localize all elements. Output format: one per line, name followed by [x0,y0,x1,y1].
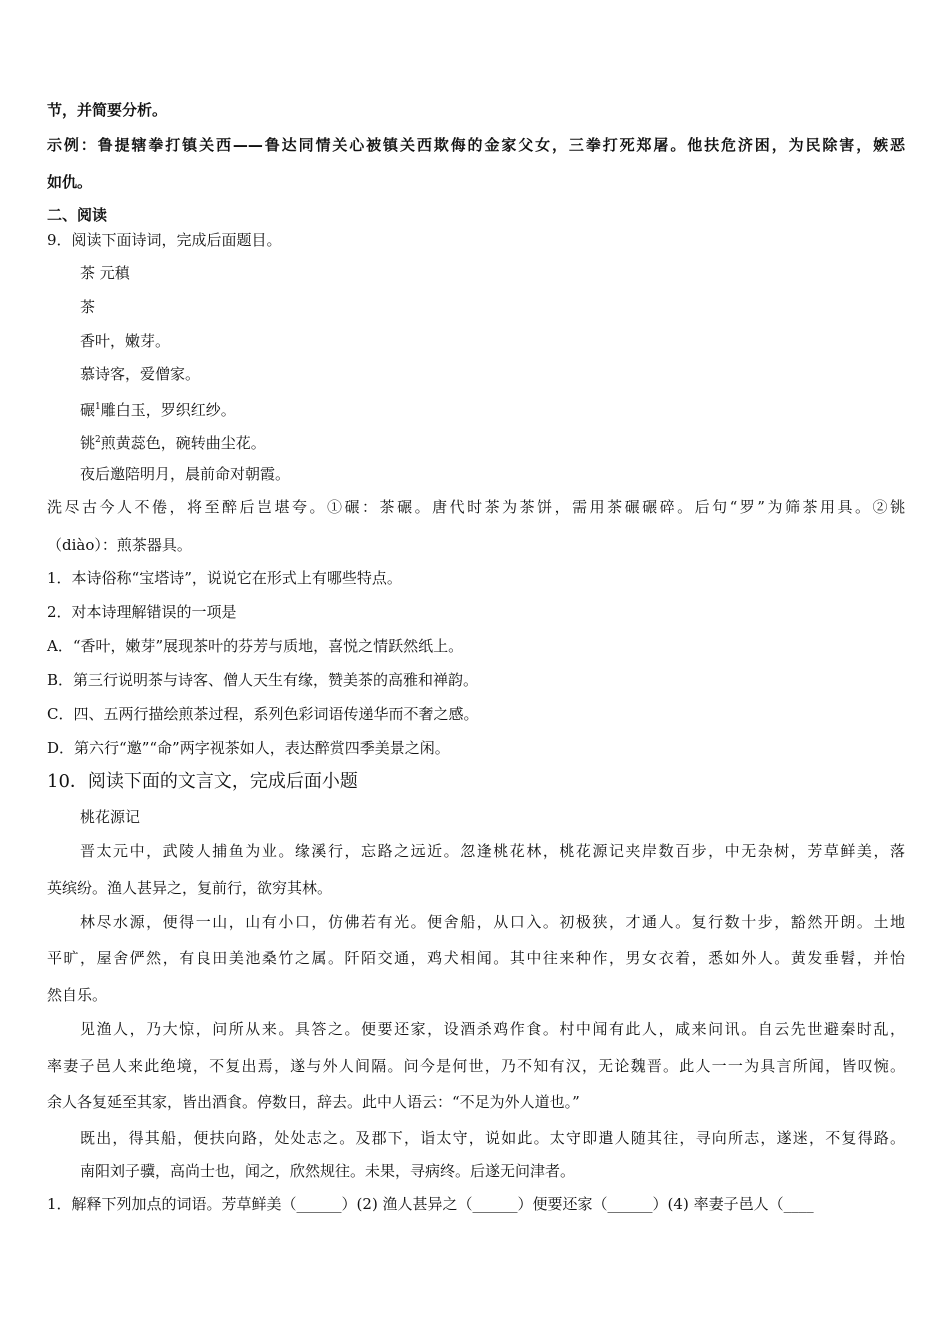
option-c: C．四、五两行描绘煎茶过程，系列色彩词语传递华而不奢之感。 [47,705,479,723]
passage-paragraph: 南阳刘子骥，高尚士也，闻之，欣然规往。未果，寻病终。后遂无问津者。 [80,1162,576,1180]
passage-paragraph: 见渔人，乃大惊，问所从来。具答之。便要还家，设酒杀鸡作食。村中闻有此人，咸来问讯。自云先世避秦时乱， [80,1020,905,1038]
intro-line: 节，并简要分析。 [47,101,168,119]
passage-title: 桃花源记 [80,808,141,826]
section-title: 二、阅读 [47,206,108,224]
poem-line [80,430,266,453]
passage-line: 余人各复延至其家，皆出酒食。停数日，辞去。此中人语云：“不足为外人道也。” [47,1093,580,1111]
footnote-marker: 2 [95,435,101,445]
poem-notes-cont: （diào）：煎茶器具。 [47,536,192,554]
passage-paragraph: 既出，得其船，便扶向路，处处志之。及郡下，诣太守，说如此。太守即遣人随其往，寻向所志，遂迷，不复得路。 [80,1129,905,1147]
poem-line: 茶 [80,298,96,316]
question-10-prompt: 10．阅读下面的文言文，完成后面小题 [47,771,358,792]
passage-paragraph: 林尽水源，便得一山，山有小口，仿佛若有光。便舍船，从口入。初极狭，才通人。复行数十步，豁然开朗。土地 [80,913,905,931]
option-b: B．第三行说明茶与诗客、僧人天生有缘，赞美茶的高雅和禅韵。 [47,671,479,689]
poem-text: 铫 [80,434,96,452]
option-a: A．“香叶，嫩芽”展现茶叶的芬芳与质地，喜悦之情跃然纸上。 [47,637,464,655]
option-d: D．第六行“邀”“命”两字视茶如人，表达醉赏四季美景之闲。 [47,739,450,757]
example-text-cont: 如仇。 [47,173,93,191]
example-text: 示例：鲁提辖拳打镇关西——鲁达同情关心被镇关西欺侮的金家父女，三拳打死郑屠。他扶危济困，为民除害，嫉恶 [47,136,905,154]
passage-paragraph: 晋太元中，武陵人捕鱼为业。缘溪行，忘路之远近。忽逢桃花林，桃花源记夹岸数百步，中无杂树，芳草鲜美，落 [80,842,905,860]
poem-line: 夜后邀陪明月，晨前命对朝霞。 [80,465,291,483]
passage-line: 平旷，屋舍俨然，有良田美池桑竹之属。阡陌交通，鸡犬相闻。其中往来种作，男女衣着，悉如外人。黄发垂髫，并怡 [47,949,905,967]
sub-question-2: 2．对本诗理解错误的一项是 [47,603,237,621]
passage-line: 然自乐。 [47,986,108,1004]
poem-line: 慕诗客，爱僧家。 [80,365,201,383]
question-9-prompt: 9．阅读下面诗词，完成后面题目。 [47,231,282,249]
poem-text: 煎黄蕊色，碗转曲尘花。 [100,434,266,452]
passage-line: 英缤纷。渔人甚异之，复前行，欲穷其林。 [47,879,333,897]
poem-title: 茶 元稹 [80,264,130,282]
poem-line: 香叶，嫩芽。 [80,332,171,350]
sub-question-1: 1．本诗俗称“宝塔诗”，说说它在形式上有哪些特点。 [47,569,402,587]
poem-text: 雕白玉，罗织红纱。 [100,401,236,419]
footnote-marker: 1 [95,402,101,412]
passage-line: 率妻子邑人来此绝境，不复出焉，遂与外人间隔。问今是何世，乃不知有汉，无论魏晋。此人一一为具言所闻，皆叹惋。 [47,1057,905,1075]
poem-text: 碾 [80,401,96,419]
sub-question-1: 1．解释下列加点的词语。芳草鲜美（______）(2) 渔人甚异之（______）便要还家（______）(4) 率妻子邑人（____ [47,1195,814,1213]
poem-notes: 洗尽古今人不倦，将至醉后岂堪夸。①碾：茶碾。唐代时茶为茶饼，需用茶碾碾碎。后句“罗”为筛茶用具。②铫 [47,498,905,516]
poem-line [80,397,236,420]
